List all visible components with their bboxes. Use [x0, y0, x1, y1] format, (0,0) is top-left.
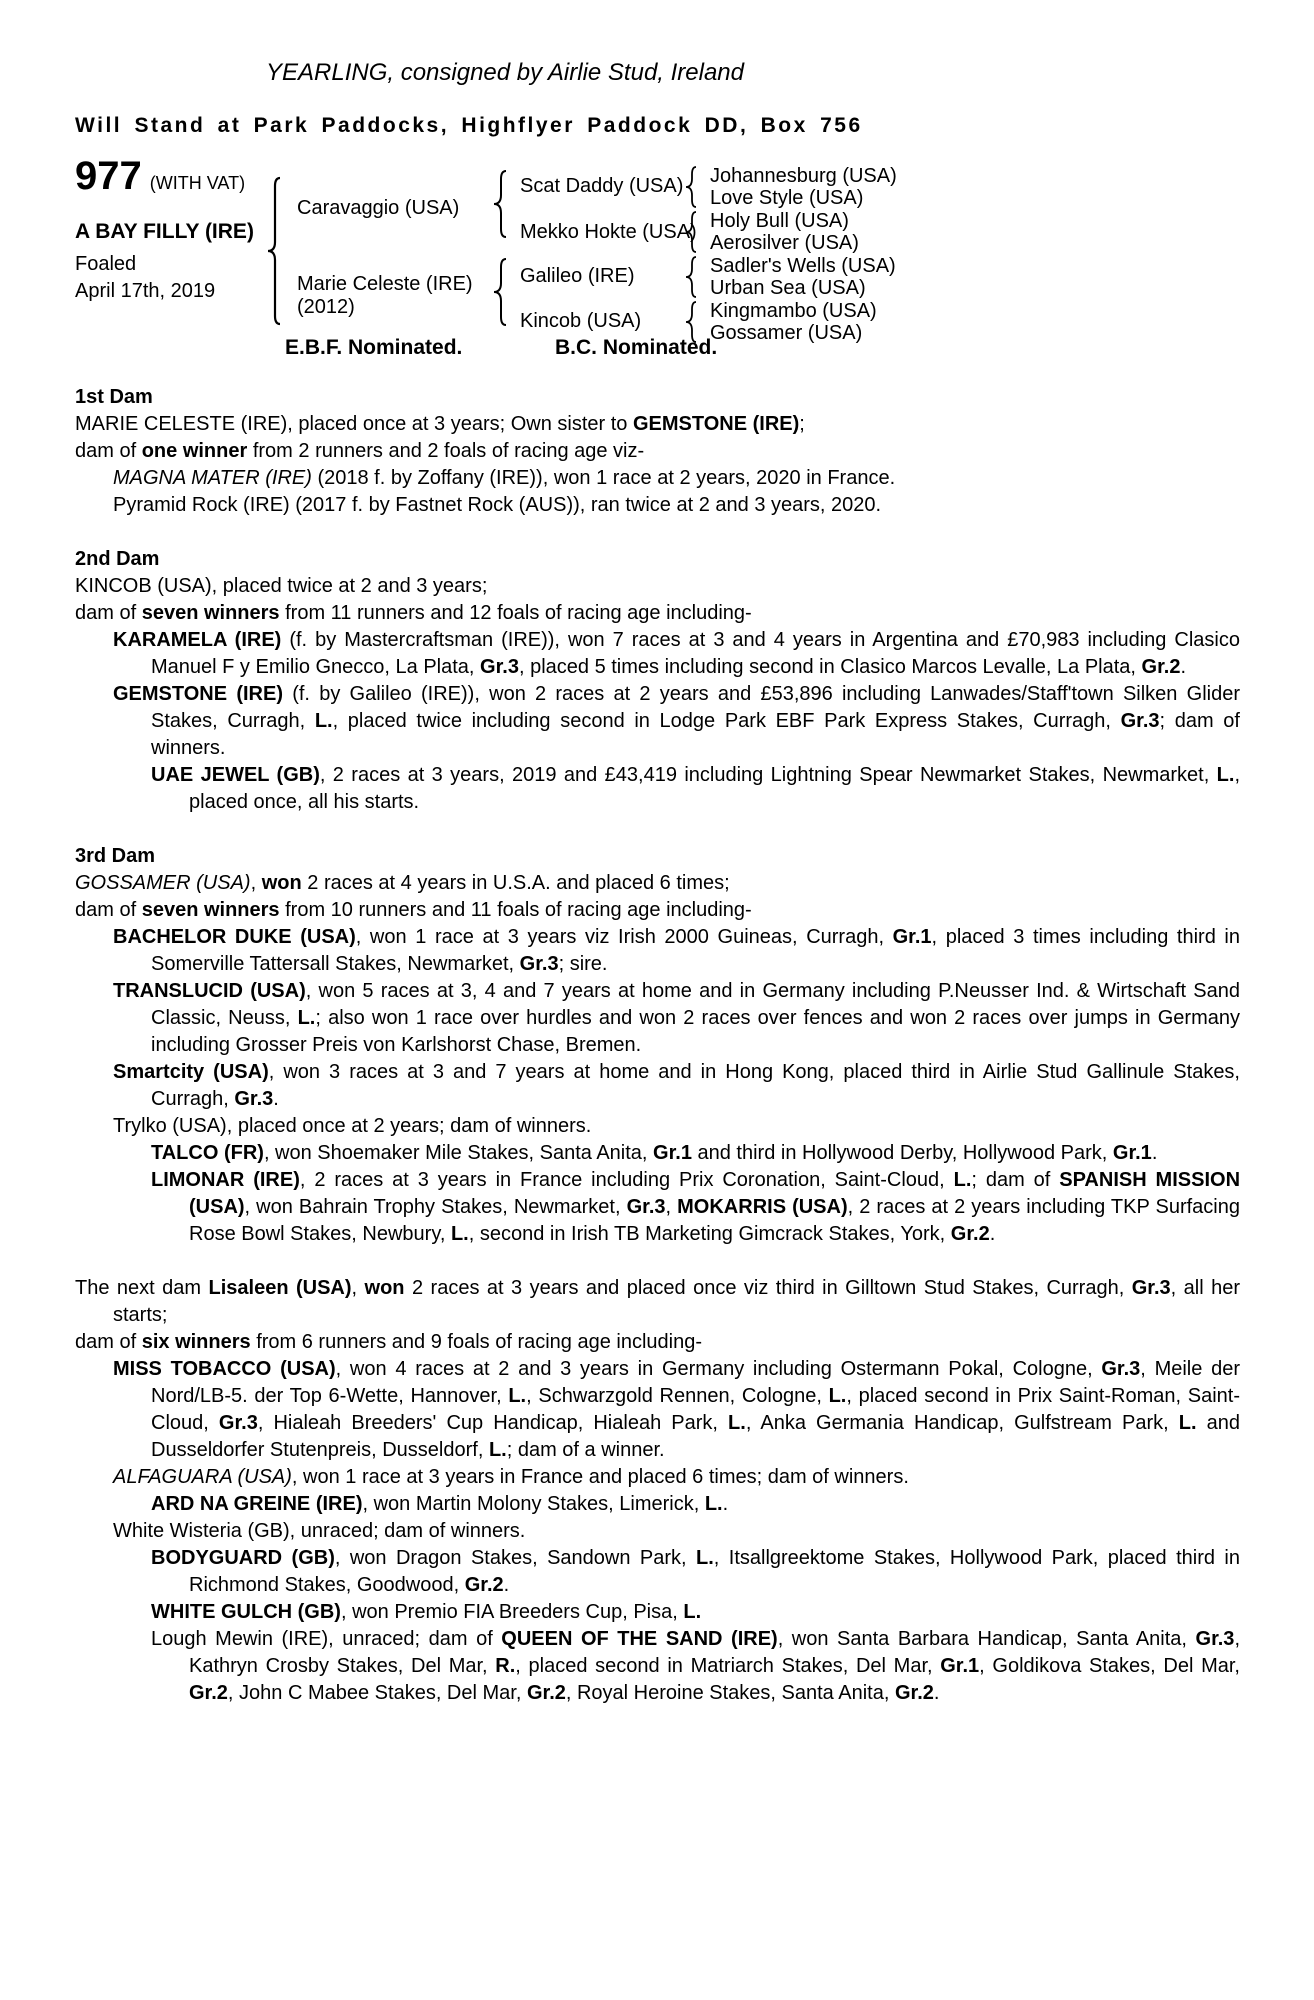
pedigree-paragraph: White Wisteria (GB), unraced; dam of winners.: [113, 1520, 526, 1542]
pedigree-paragraph: dam of six winners from 6 runners and 9 foals of racing age including-: [75, 1331, 703, 1353]
brace-sire-sire-parents: [685, 166, 699, 208]
dam-section: [75, 384, 1240, 519]
ebf-nominated-note: E.B.F. Nominated.: [285, 336, 463, 359]
pedigree-paragraph: MISS TOBACCO (USA), won 4 races at 2 and 3 years in Germany including Ostermann Pokal, Cologne, Gr.3, Meile der Nord/LB-5. der Top 6-Wette, Hannover, L., Schwarzgold Rennen, Cologne, L., placed second in Prix Saint-Roman, Saint-Cloud, Gr.3, Hialeah Breeders' Cup Handicap, Hialeah Park, L., Anka Germania Handicap, Gulfstream Park, L. and Dusseldorfer Stutenpreis, Dusseldorf, L.; dam of a winner.: [113, 1358, 1241, 1461]
pedigree-dam-sire: Galileo (IRE): [520, 265, 635, 287]
pedigree-paragraph: KARAMELA (IRE) (f. by Mastercraftsman (IRE)), won 7 races at 3 and 4 years in Argentina and £70,983 including Clasico Manuel F y Emilio Gnecco, La Plata, Gr.3, placed 5 times including second in Clasico Marcos Levalle, La Plata, Gr.2.: [113, 629, 1240, 678]
pedigree-block: [75, 154, 1235, 370]
pedigree-sire-dam-dam: Aerosilver (USA): [710, 232, 859, 254]
pedigree-paragraph: TALCO (FR), won Shoemaker Mile Stakes, Santa Anita, Gr.1 and third in Hollywood Derby, Hollywood Park, Gr.1.: [151, 1142, 1158, 1164]
section-heading: 2nd Dam: [75, 548, 160, 570]
brace-dam-sire-parents: [685, 256, 699, 298]
pedigree-paragraph: BACHELOR DUKE (USA), won 1 race at 3 years viz Irish 2000 Guineas, Curragh, Gr.1, placed 3 times including third in Somerville Tattersall Stakes, Newmarket, Gr.3; sire.: [113, 926, 1241, 975]
pedigree-dam-year: (2012): [297, 296, 355, 318]
pedigree-paragraph: Smartcity (USA), won 3 races at 3 and 7 years at home and in Hong Kong, placed third in Airlie Stud Gallinule Stakes, Curragh, Gr.3.: [113, 1061, 1240, 1110]
pedigree-dam-dam: Kincob (USA): [520, 310, 642, 332]
pedigree-paragraph: dam of seven winners from 11 runners and 12 foals of racing age including-: [75, 602, 752, 624]
brace-sire-parents: [493, 170, 509, 238]
vat-note: (WITH VAT): [149, 173, 246, 193]
pedigree-sire-sire-dam: Love Style (USA): [710, 187, 864, 209]
section-heading: 1st Dam: [75, 386, 153, 408]
brace-dam-parents: [493, 258, 509, 326]
pedigree-dam-dam-sire: Kingmambo (USA): [710, 300, 877, 322]
dam-section: [75, 1275, 1240, 1707]
pedigree-paragraph: Pyramid Rock (IRE) (2017 f. by Fastnet Rock (AUS)), ran twice at 2 and 3 years, 2020.: [113, 494, 882, 516]
pedigree-paragraph: The next dam Lisaleen (USA), won 2 races at 3 years and placed once viz third in Gilltown Stud Stakes, Curragh, Gr.3, all her starts;: [75, 1277, 1240, 1326]
foaled-date: April 17th, 2019: [75, 280, 216, 302]
stand-location-line: Will Stand at Park Paddocks, Highflyer Paddock DD, Box 756: [75, 114, 863, 137]
page-title: YEARLING, consigned by Airlie Stud, Ireland: [265, 59, 745, 86]
lot-header: [75, 154, 246, 198]
pedigree-dam-sire-sire: Sadler's Wells (USA): [710, 255, 896, 277]
pedigree-dam-dam-dam: Gossamer (USA): [710, 322, 863, 344]
dam-section: [75, 843, 1240, 1248]
pedigree-paragraph: UAE JEWEL (GB), 2 races at 3 years, 2019 and £43,419 including Lightning Spear Newmarket Stakes, Newmarket, L., placed once, all his starts.: [151, 764, 1240, 813]
pedigree-sire-dam: Mekko Hokte (USA): [520, 221, 697, 243]
pedigree-paragraph: ARD NA GREINE (IRE), won Martin Molony Stakes, Limerick, L..: [151, 1493, 729, 1515]
pedigree-sire: Caravaggio (USA): [297, 197, 460, 219]
pedigree-paragraph: KINCOB (USA), placed twice at 2 and 3 years;: [75, 575, 488, 597]
pedigree-paragraph: WHITE GULCH (GB), won Premio FIA Breeders Cup, Pisa, L.: [151, 1601, 702, 1623]
pedigree-paragraph: dam of one winner from 2 runners and 2 foals of racing age viz-: [75, 440, 645, 462]
pedigree-sire-sire-sire: Johannesburg (USA): [710, 165, 897, 187]
pedigree-paragraph: GEMSTONE (IRE) (f. by Galileo (IRE)), won 2 races at 2 years and £53,896 including Lanwades/Staff'town Silken Glider Stakes, Curragh, L., placed twice including second in Lodge Park EBF Park Express Stakes, Curragh, Gr.3; dam of winners.: [113, 683, 1241, 759]
foaled-label: Foaled: [75, 253, 137, 275]
pedigree-sections: [75, 384, 1240, 1707]
pedigree-sire-sire: Scat Daddy (USA): [520, 175, 684, 197]
pedigree-sire-dam-sire: Holy Bull (USA): [710, 210, 849, 232]
pedigree-dam: Marie Celeste (IRE): [297, 273, 473, 295]
pedigree-paragraph: Lough Mewin (IRE), unraced; dam of QUEEN OF THE SAND (IRE), won Santa Barbara Handicap, Santa Anita, Gr.3, Kathryn Crosby Stakes, Del Mar, R., placed second in Matriarch Stakes, Del Mar, Gr.1, Goldikova Stakes, Del Mar, Gr.2, John C Mabee Stakes, Del Mar, Gr.2, Royal Heroine Stakes, Santa Anita, Gr.2.: [151, 1628, 1240, 1704]
pedigree-paragraph: MAGNA MATER (IRE) (2018 f. by Zoffany (IRE)), won 1 race at 2 years, 2020 in France.: [113, 467, 896, 489]
pedigree-paragraph: BODYGUARD (GB), won Dragon Stakes, Sandown Park, L., Itsallgreektome Stakes, Hollywood Park, placed third in Richmond Stakes, Goodwood, Gr.2.: [151, 1547, 1240, 1596]
pedigree-paragraph: dam of seven winners from 10 runners and 11 foals of racing age including-: [75, 899, 752, 921]
pedigree-paragraph: ALFAGUARA (USA), won 1 race at 3 years in France and placed 6 times; dam of winners.: [113, 1466, 909, 1488]
dam-section: [75, 546, 1240, 816]
pedigree-paragraph: GOSSAMER (USA), won 2 races at 4 years in U.S.A. and placed 6 times;: [75, 872, 730, 894]
bc-nominated-note: B.C. Nominated.: [555, 336, 718, 359]
lot-number: 977: [75, 154, 142, 198]
brace-generation-1: [267, 177, 283, 325]
pedigree-paragraph: MARIE CELESTE (IRE), placed once at 3 years; Own sister to GEMSTONE (IRE);: [75, 413, 805, 435]
pedigree-paragraph: LIMONAR (IRE), 2 races at 3 years in France including Prix Coronation, Saint-Cloud, L.; dam of SPANISH MISSION (USA), won Bahrain Trophy Stakes, Newmarket, Gr.3, MOKARRIS (USA), 2 races at 2 years including TKP Surfacing Rose Bowl Stakes, Newbury, L., second in Irish TB Marketing Gimcrack Stakes, York, Gr.2.: [151, 1169, 1241, 1245]
pedigree-paragraph: Trylko (USA), placed once at 2 years; dam of winners.: [113, 1115, 592, 1137]
pedigree-dam-sire-dam: Urban Sea (USA): [710, 277, 866, 299]
pedigree-paragraph: TRANSLUCID (USA), won 5 races at 3, 4 and 7 years at home and in Germany including P.Neusser Ind. & Wirtschaft Sand Classic, Neuss, L.; also won 1 race over hurdles and won 2 races over fences and won 2 races over jumps in Germany including Grosser Preis von Karlshorst Chase, Bremen.: [113, 980, 1240, 1056]
horse-name: A BAY FILLY (IRE): [75, 220, 254, 243]
section-heading: 3rd Dam: [75, 845, 156, 867]
